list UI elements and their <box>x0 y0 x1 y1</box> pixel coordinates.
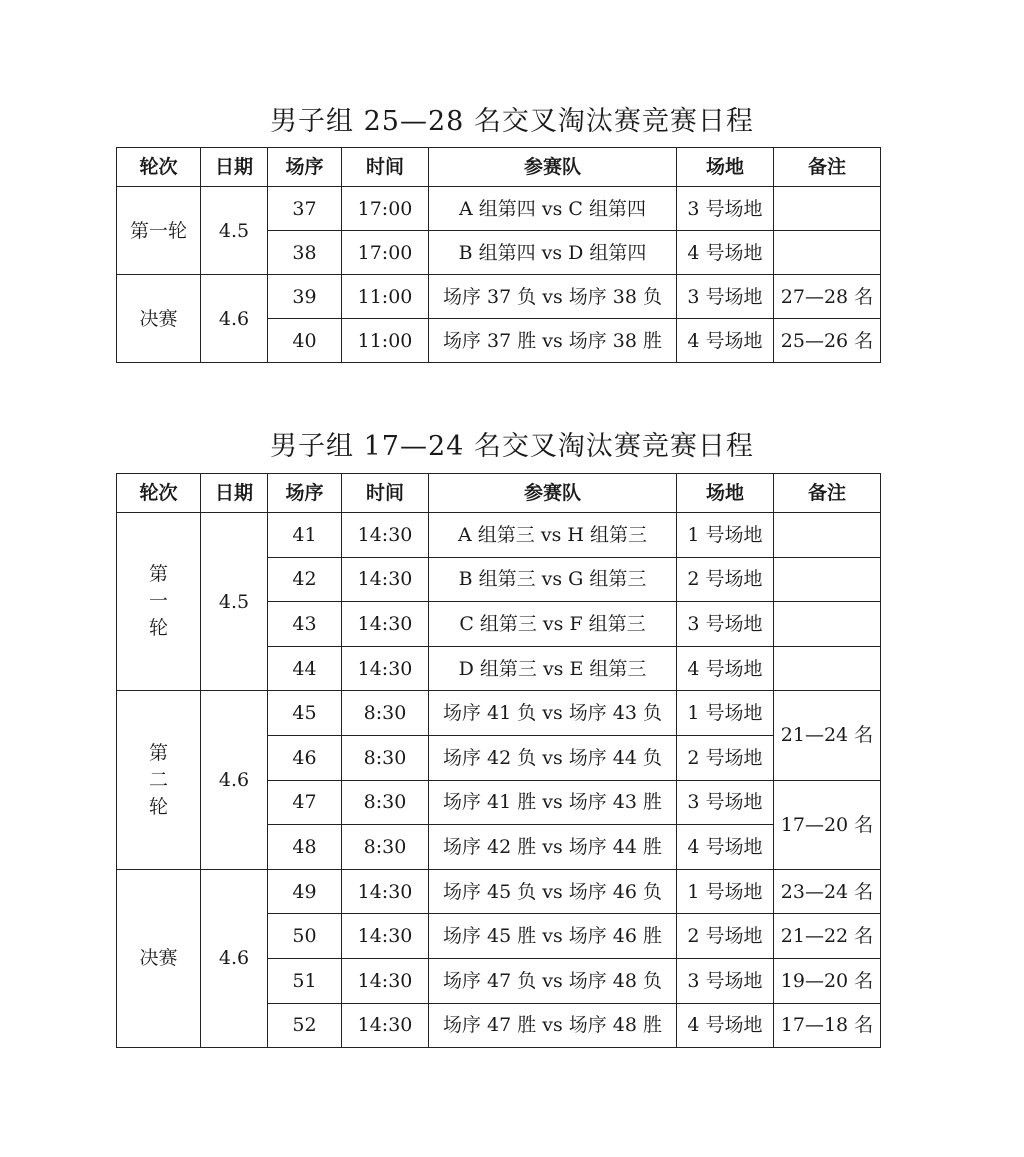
teams-cell: C 组第三 vs F 组第三 <box>429 602 677 647</box>
match-number-cell: 45 <box>268 691 342 736</box>
time-cell: 14:30 <box>342 869 429 914</box>
header-time: 时间 <box>342 148 429 187</box>
venue-cell: 3 号场地 <box>677 187 774 231</box>
teams-cell: 场序 41 负 vs 场序 43 负 <box>429 691 677 736</box>
notes-cell: 21—22 名 <box>774 914 881 959</box>
round-label: 决赛 <box>139 307 178 330</box>
date-cell: 4.5 <box>201 187 268 275</box>
table-row <box>117 691 881 736</box>
match-number-cell: 40 <box>268 319 342 363</box>
notes-cell: 19—20 名 <box>774 958 881 1003</box>
round-cell <box>117 691 201 869</box>
teams-cell: 场序 37 负 vs 场序 38 负 <box>429 275 677 319</box>
table-header-row <box>117 148 881 187</box>
schedule-table-17-24 <box>116 473 881 1048</box>
venue-cell: 2 号场地 <box>677 735 774 780</box>
header-teams: 参赛队 <box>429 148 677 187</box>
round-cell <box>117 869 201 1047</box>
match-number-cell: 37 <box>268 187 342 231</box>
venue-cell: 4 号场地 <box>677 1003 774 1048</box>
venue-cell: 2 号场地 <box>677 914 774 959</box>
header-notes: 备注 <box>774 148 881 187</box>
header-match: 场序 <box>268 474 342 513</box>
time-cell: 11:00 <box>342 319 429 363</box>
time-cell: 8:30 <box>342 735 429 780</box>
notes-cell <box>774 646 881 691</box>
time-cell: 14:30 <box>342 1003 429 1048</box>
header-venue: 场地 <box>677 148 774 187</box>
time-cell: 14:30 <box>342 958 429 1003</box>
venue-cell: 4 号场地 <box>677 319 774 363</box>
schedule-title-17-24: 男子组 17—24 名交叉淘汰赛竞赛日程 <box>270 431 754 462</box>
match-number-cell: 41 <box>268 513 342 558</box>
table-row <box>117 869 881 914</box>
table-row <box>117 513 881 558</box>
time-cell: 8:30 <box>342 825 429 870</box>
round-cell <box>117 513 201 691</box>
header-notes: 备注 <box>774 474 881 513</box>
match-number-cell: 47 <box>268 780 342 825</box>
notes-cell: 27—28 名 <box>774 275 881 319</box>
time-cell: 14:30 <box>342 557 429 602</box>
teams-cell: 场序 42 胜 vs 场序 44 胜 <box>429 825 677 870</box>
header-round: 轮次 <box>117 148 201 187</box>
match-number-cell: 43 <box>268 602 342 647</box>
venue-cell: 4 号场地 <box>677 825 774 870</box>
time-cell: 11:00 <box>342 275 429 319</box>
teams-cell: A 组第四 vs C 组第四 <box>429 187 677 231</box>
round-label: 第二轮 <box>148 741 168 818</box>
notes-cell: 21—24 名 <box>774 691 881 780</box>
date-cell: 4.5 <box>201 513 268 691</box>
venue-cell: 4 号场地 <box>677 646 774 691</box>
time-cell: 14:30 <box>342 914 429 959</box>
time-cell: 14:30 <box>342 646 429 691</box>
teams-cell: 场序 47 胜 vs 场序 48 胜 <box>429 1003 677 1048</box>
teams-cell: B 组第三 vs G 组第三 <box>429 557 677 602</box>
notes-cell <box>774 231 881 275</box>
match-number-cell: 44 <box>268 646 342 691</box>
time-cell: 8:30 <box>342 691 429 736</box>
venue-cell: 3 号场地 <box>677 602 774 647</box>
teams-cell: 场序 47 负 vs 场序 48 负 <box>429 958 677 1003</box>
date-cell: 4.6 <box>201 869 268 1047</box>
venue-cell: 4 号场地 <box>677 231 774 275</box>
time-cell: 17:00 <box>342 187 429 231</box>
header-date: 日期 <box>201 474 268 513</box>
teams-cell: D 组第三 vs E 组第三 <box>429 646 677 691</box>
header-match: 场序 <box>268 148 342 187</box>
teams-cell: 场序 37 胜 vs 场序 38 胜 <box>429 319 677 363</box>
round-label: 第一轮 <box>129 219 187 242</box>
schedule-table-25-28 <box>116 147 881 363</box>
venue-cell: 3 号场地 <box>677 275 774 319</box>
table-header-row <box>117 474 881 513</box>
notes-cell <box>774 557 881 602</box>
venue-cell: 3 号场地 <box>677 780 774 825</box>
match-number-cell: 38 <box>268 231 342 275</box>
notes-cell <box>774 602 881 647</box>
date-cell: 4.6 <box>201 691 268 869</box>
date-cell: 4.6 <box>201 275 268 363</box>
match-number-cell: 46 <box>268 735 342 780</box>
notes-cell: 17—18 名 <box>774 1003 881 1048</box>
notes-cell: 17—20 名 <box>774 780 881 869</box>
round-cell <box>117 187 201 275</box>
teams-cell: B 组第四 vs D 组第四 <box>429 231 677 275</box>
match-number-cell: 52 <box>268 1003 342 1048</box>
header-date: 日期 <box>201 148 268 187</box>
match-number-cell: 42 <box>268 557 342 602</box>
match-number-cell: 39 <box>268 275 342 319</box>
time-cell: 8:30 <box>342 780 429 825</box>
table-row <box>117 275 881 319</box>
header-teams: 参赛队 <box>429 474 677 513</box>
header-round: 轮次 <box>117 474 201 513</box>
match-number-cell: 51 <box>268 958 342 1003</box>
match-number-cell: 50 <box>268 914 342 959</box>
teams-cell: 场序 45 负 vs 场序 46 负 <box>429 869 677 914</box>
teams-cell: 场序 41 胜 vs 场序 43 胜 <box>429 780 677 825</box>
venue-cell: 3 号场地 <box>677 958 774 1003</box>
time-cell: 14:30 <box>342 513 429 558</box>
venue-cell: 1 号场地 <box>677 513 774 558</box>
match-number-cell: 49 <box>268 869 342 914</box>
schedule-title-25-28: 男子组 25—28 名交叉淘汰赛竞赛日程 <box>270 106 754 137</box>
round-cell <box>117 275 201 363</box>
venue-cell: 1 号场地 <box>677 869 774 914</box>
notes-cell <box>774 187 881 231</box>
header-time: 时间 <box>342 474 429 513</box>
venue-cell: 1 号场地 <box>677 691 774 736</box>
match-number-cell: 48 <box>268 825 342 870</box>
teams-cell: 场序 42 负 vs 场序 44 负 <box>429 735 677 780</box>
notes-cell: 25—26 名 <box>774 319 881 363</box>
time-cell: 14:30 <box>342 602 429 647</box>
round-label: 第一轮 <box>148 563 168 640</box>
venue-cell: 2 号场地 <box>677 557 774 602</box>
teams-cell: A 组第三 vs H 组第三 <box>429 513 677 558</box>
notes-cell: 23—24 名 <box>774 869 881 914</box>
table-row <box>117 187 881 231</box>
header-venue: 场地 <box>677 474 774 513</box>
teams-cell: 场序 45 胜 vs 场序 46 胜 <box>429 914 677 959</box>
time-cell: 17:00 <box>342 231 429 275</box>
notes-cell <box>774 513 881 558</box>
round-label: 决赛 <box>139 947 178 970</box>
